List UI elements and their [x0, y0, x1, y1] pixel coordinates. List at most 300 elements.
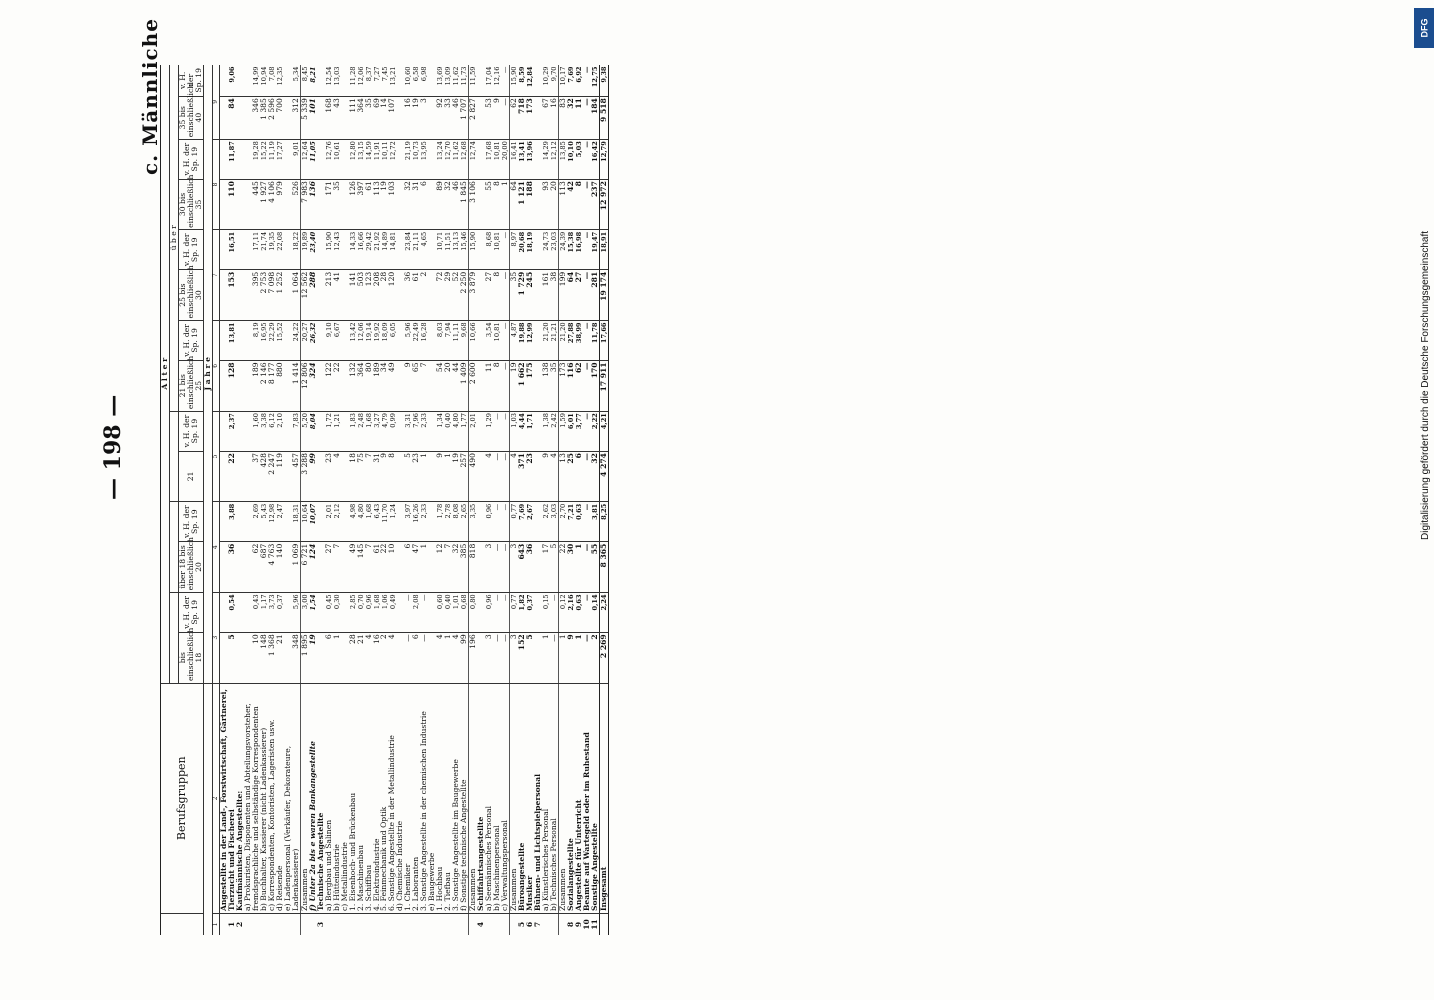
count-cell: 35 — [333, 179, 341, 230]
percent-cell: 2,01 — [469, 411, 477, 451]
percent-cell: 20,00 — [501, 139, 509, 179]
count-cell: 110 — [220, 179, 236, 230]
row-number: 11 — [589, 919, 599, 930]
percent-cell: 27,88 — [567, 320, 575, 360]
count-cell: 44 — [452, 360, 460, 411]
percent-cell: 0,96 — [485, 592, 493, 632]
count-cell: 11 — [485, 360, 493, 411]
table-row — [396, 65, 404, 935]
percent-cell: 12,35 — [276, 65, 284, 96]
row-number — [325, 914, 333, 936]
row-number — [452, 914, 460, 936]
count-cell: — — [501, 632, 509, 683]
percent-cell: 1,06 — [380, 592, 388, 632]
row-label: a) Bergbau und Salinen — [325, 683, 333, 913]
percent-cell: 19,92 — [373, 320, 381, 360]
count-cell: 4 — [509, 451, 517, 502]
count-cell: 120 — [388, 270, 396, 321]
count-cell: 1 662 — [518, 360, 526, 411]
row-label: Angestellte für Unterricht — [575, 683, 583, 913]
percent-cell: — — [493, 502, 501, 542]
percent-cell: 14,33 — [349, 230, 357, 270]
percent-cell: 8,19 — [244, 320, 260, 360]
count-cell: 119 — [276, 451, 284, 502]
count-cell: 173 — [526, 96, 534, 139]
percent-cell: 0,77 — [509, 502, 517, 542]
row-number — [268, 914, 276, 936]
percent-cell: 19,89 — [300, 230, 308, 270]
count-cell: 35 — [365, 96, 373, 139]
percent-cell — [341, 592, 349, 632]
count-cell: 113 — [373, 179, 381, 230]
percent-cell — [428, 139, 436, 179]
table-body — [220, 65, 609, 935]
row-number — [493, 914, 501, 936]
count-cell: 718 — [518, 96, 526, 139]
percent-cell: 24,22 — [284, 320, 300, 360]
count-cell: — — [583, 270, 591, 321]
percent-cell: 10,10 — [567, 139, 575, 179]
count-cell: 17 — [542, 542, 550, 593]
count-cell: 23 — [412, 451, 420, 502]
table-row — [436, 65, 444, 935]
row-label: Zusammen — [469, 683, 477, 913]
page-number: — 198 — — [100, 394, 126, 500]
row-label: 3. Sonstige Angestellte in der chemischen Industrie — [420, 683, 428, 913]
percent-cell: 16,28 — [420, 320, 428, 360]
count-cell: 145 — [357, 542, 365, 593]
count-cell: 62 — [509, 96, 517, 139]
percent-cell: 15,90 — [469, 230, 477, 270]
count-cell: 16 — [404, 96, 412, 139]
percent-cell — [317, 320, 325, 360]
percent-cell: 13,24 — [436, 139, 444, 179]
count-cell: 141 — [349, 270, 357, 321]
count-cell: 122 — [325, 360, 333, 411]
count-cell: 107 — [388, 96, 396, 139]
count-cell: 14 — [380, 96, 388, 139]
table-row — [542, 65, 550, 935]
row-number — [341, 914, 349, 936]
table-row — [469, 65, 477, 935]
percent-cell: 5,34 — [284, 65, 300, 96]
percent-cell: 4,21 — [599, 411, 608, 451]
percent-cell: 11,62 — [452, 65, 460, 96]
count-cell: 385 — [460, 542, 468, 593]
percent-cell: 12,79 — [599, 139, 608, 179]
row-label: 1. Eisenhoch- und Brückenbau — [349, 683, 357, 913]
count-cell: 237 — [591, 179, 599, 230]
row-number: 3 — [315, 921, 325, 928]
count-cell: 1 — [575, 542, 583, 593]
row-number: 1 — [227, 921, 237, 928]
table-row — [325, 65, 333, 935]
percent-cell: 3,35 — [469, 502, 477, 542]
count-cell: 18 — [349, 451, 357, 502]
percent-cell: — — [501, 65, 509, 96]
percent-cell: 0,63 — [575, 502, 583, 542]
count-cell: 9 — [404, 360, 412, 411]
count-cell: 67 — [542, 96, 550, 139]
percent-cell — [341, 502, 349, 542]
section-title: c. Männliche — [138, 18, 162, 175]
percent-cell — [341, 320, 349, 360]
percent-cell: 10,60 — [404, 65, 412, 96]
percent-cell: 7,94 — [444, 320, 452, 360]
table-row — [220, 65, 236, 935]
digitization-credit: Digitalisierung gefördert durch die Deutsche Forschungsgemeinschaft — [1420, 230, 1431, 540]
percent-cell — [396, 230, 404, 270]
row-number: 2 — [235, 921, 245, 928]
count-cell: 19 — [380, 179, 388, 230]
percent-cell: — — [493, 592, 501, 632]
count-cell: 213 — [325, 270, 333, 321]
percent-cell: 8,04 — [309, 411, 317, 451]
count-cell: 6 — [404, 542, 412, 593]
percent-cell: 3,73 — [268, 592, 276, 632]
percent-cell: 29,42 — [365, 230, 373, 270]
count-cell: 1 — [444, 451, 452, 502]
count-cell: 23 — [526, 451, 534, 502]
percent-cell: 38,99 — [575, 320, 583, 360]
count-cell: 175 — [526, 360, 534, 411]
percent-cell: 14,59 — [365, 139, 373, 179]
count-cell: 188 — [526, 179, 534, 230]
percent-cell: 2,85 — [349, 592, 357, 632]
row-label: 2. Tiefbau — [444, 683, 452, 913]
header-age-group: 35 bis einschließlich 40 — [177, 83, 203, 138]
count-cell: 61 — [373, 542, 381, 593]
count-cell: 84 — [220, 96, 236, 139]
count-cell: 27 — [325, 542, 333, 593]
percent-cell: — — [583, 502, 591, 542]
row-number — [428, 914, 436, 936]
count-cell: 6 721 — [300, 542, 308, 593]
row-label: f) Unter 2a bis e waren Bankangestellte — [309, 683, 317, 913]
header-empty-young — [169, 592, 178, 683]
percent-cell: 7,83 — [284, 411, 300, 451]
percent-cell: — — [493, 411, 501, 451]
percent-cell: 8,45 — [300, 65, 308, 96]
percent-cell: 26,32 — [309, 320, 317, 360]
percent-cell: 13,03 — [333, 65, 341, 96]
count-cell: 4 — [550, 451, 558, 502]
percent-cell: 11,11 — [452, 320, 460, 360]
row-label: Sonstige Angestellte — [591, 683, 599, 913]
count-cell: 4 — [365, 632, 373, 683]
table-row — [493, 65, 501, 935]
percent-cell — [396, 320, 404, 360]
count-cell: 364 — [357, 360, 365, 411]
count-cell: — — [501, 96, 509, 139]
header-age-group: 21 bis einschließlich 25 — [177, 355, 203, 410]
percent-cell: 3,38 — [260, 411, 268, 451]
row-label: a) Prokuristen, Disponenten und Abteilungsvorsteher, fremdsprachliche und selbständige Korrespondenten — [244, 683, 260, 913]
count-cell: 3 — [485, 632, 493, 683]
percent-cell: 1,38 — [542, 411, 550, 451]
count-cell: 445 — [244, 179, 260, 230]
row-label: Zusammen — [509, 683, 517, 913]
percent-cell: 1,68 — [365, 411, 373, 451]
count-cell: 428 — [260, 451, 268, 502]
table-row — [284, 65, 300, 935]
count-cell: 64 — [567, 270, 575, 321]
percent-cell: 7,45 — [380, 65, 388, 96]
count-cell: 1 252 — [276, 270, 284, 321]
percent-cell — [341, 230, 349, 270]
percent-cell: 18,09 — [380, 320, 388, 360]
percent-cell — [341, 139, 349, 179]
row-label: 5. Feinmechanik und Optik — [380, 683, 388, 913]
count-cell: 1 414 — [284, 360, 300, 411]
percent-cell: 21,74 — [260, 230, 268, 270]
percent-cell — [341, 65, 349, 96]
count-cell: 208 — [373, 270, 381, 321]
count-cell: 1 895 — [300, 632, 308, 683]
table-row — [309, 65, 317, 935]
count-cell: 7 — [333, 542, 341, 593]
count-cell: 43 — [333, 96, 341, 139]
percent-cell: 0,68 — [460, 592, 468, 632]
row-label: d) Reisende — [276, 683, 284, 913]
percent-cell: 2,12 — [333, 502, 341, 542]
count-cell: 1 385 — [260, 96, 268, 139]
percent-cell: 3,88 — [220, 502, 236, 542]
header-empty-21 — [169, 411, 178, 502]
count-cell: 10 — [388, 542, 396, 593]
count-cell: 5 — [550, 542, 558, 593]
row-label: Zusammen — [558, 683, 566, 913]
count-cell: 32 — [452, 542, 460, 593]
table-row — [501, 65, 509, 935]
row-number — [333, 914, 341, 936]
count-cell: 22 — [380, 542, 388, 593]
row-number: 8 — [565, 921, 575, 928]
percent-cell: 12,84 — [526, 65, 534, 96]
count-cell — [477, 451, 485, 502]
count-cell: 818 — [469, 542, 477, 593]
count-cell: 22 — [220, 451, 236, 502]
percent-cell — [236, 65, 244, 96]
percent-cell: 12,72 — [388, 139, 396, 179]
count-cell: 25 — [567, 451, 575, 502]
count-cell: 101 — [309, 96, 317, 139]
count-cell: 126 — [349, 179, 357, 230]
percent-cell: 13,09 — [444, 65, 452, 96]
percent-cell: 13,41 — [518, 139, 526, 179]
count-cell: 36 — [526, 542, 534, 593]
row-label: 6. Sonstige Angestellte in der Metallindustrie — [388, 683, 396, 913]
percent-cell: 13,15 — [357, 139, 365, 179]
count-cell: 8 — [575, 179, 583, 230]
percent-cell: 8,25 — [599, 502, 608, 542]
count-cell: — — [501, 451, 509, 502]
row-number — [404, 914, 412, 936]
percent-cell — [236, 320, 244, 360]
count-cell: 27 — [575, 270, 583, 321]
percent-cell: 8,97 — [509, 230, 517, 270]
count-cell: 28 — [349, 632, 357, 683]
percent-cell — [477, 139, 485, 179]
count-cell: 2 146 — [260, 360, 268, 411]
count-cell: 35 — [550, 360, 558, 411]
header-age-group: 21 — [178, 451, 203, 502]
percent-cell: 13,42 — [349, 320, 357, 360]
percent-cell: — — [420, 592, 428, 632]
row-label: Angestellte in der Land-, Forstwirtschaft, Gärtnerei, Tierzucht und Fischerei — [220, 683, 236, 913]
count-cell: 61 — [412, 270, 420, 321]
row-number — [300, 914, 308, 936]
count-cell: 4 106 — [268, 179, 276, 230]
percent-cell — [534, 230, 542, 270]
percent-cell: 7,08 — [268, 65, 276, 96]
header-pct: v. H. der Sp. 19 — [178, 592, 203, 632]
percent-cell — [428, 230, 436, 270]
percent-cell: 23,84 — [404, 230, 412, 270]
count-cell — [236, 360, 244, 411]
percent-cell: 1,59 — [558, 411, 566, 451]
count-cell: 16 — [373, 632, 381, 683]
count-cell: 116 — [567, 360, 575, 411]
row-label: b) Maschinenpersonal — [493, 683, 501, 913]
percent-cell: 10,66 — [469, 320, 477, 360]
percent-cell: 6,12 — [268, 411, 276, 451]
count-cell: 72 — [436, 270, 444, 321]
percent-cell: 22,29 — [268, 320, 276, 360]
percent-cell: 13,21 — [388, 65, 396, 96]
count-cell: 54 — [436, 360, 444, 411]
percent-cell: 11,28 — [349, 65, 357, 96]
percent-cell: 0,96 — [365, 592, 373, 632]
percent-cell: 1,54 — [309, 592, 317, 632]
table-row — [591, 65, 599, 935]
percent-cell: 0,40 — [444, 411, 452, 451]
percent-cell — [428, 502, 436, 542]
percent-cell: 0,14 — [591, 592, 599, 632]
percent-cell: — — [583, 139, 591, 179]
percent-cell — [396, 592, 404, 632]
count-cell: 12 562 — [300, 270, 308, 321]
percent-cell: 4,98 — [349, 502, 357, 542]
count-cell: 31 — [412, 179, 420, 230]
count-cell: 19 — [452, 451, 460, 502]
percent-cell: 2,33 — [420, 411, 428, 451]
percent-cell: 11,59 — [469, 65, 477, 96]
percent-cell — [317, 230, 325, 270]
percent-cell: 0,60 — [436, 592, 444, 632]
count-cell: 184 — [591, 96, 599, 139]
count-cell: 99 — [309, 451, 317, 502]
percent-cell: 17,04 — [485, 65, 493, 96]
percent-cell: 10,61 — [333, 139, 341, 179]
percent-cell: 6,43 — [373, 502, 381, 542]
table-row — [477, 65, 485, 935]
row-label: e) Ladenpersonal (Verkäufer, Dekorateure, Ladenkassierer) — [284, 683, 300, 913]
percent-cell: 8,08 — [452, 502, 460, 542]
table-row — [388, 65, 396, 935]
count-cell: 8 — [493, 270, 501, 321]
percent-cell: 11,05 — [309, 139, 317, 179]
count-cell: 46 — [452, 96, 460, 139]
count-cell: 3 288 — [300, 451, 308, 502]
percent-cell: 2,65 — [460, 502, 468, 542]
count-cell: — — [404, 632, 412, 683]
count-cell: 5 339 — [300, 96, 308, 139]
count-cell: 22 — [333, 360, 341, 411]
count-cell: — — [501, 360, 509, 411]
count-cell: 2 247 — [268, 451, 276, 502]
count-cell: 30 — [567, 542, 575, 593]
percent-cell: 12,74 — [469, 139, 477, 179]
count-cell: 173 — [558, 360, 566, 411]
header-berufsgruppen: Berufsgruppen — [161, 683, 204, 913]
percent-cell — [396, 411, 404, 451]
percent-cell — [428, 592, 436, 632]
count-cell: 148 — [260, 632, 268, 683]
row-label: f) Sonstige technische Angestellte — [460, 683, 468, 913]
percent-cell: 15,90 — [509, 65, 517, 96]
header-alter: A l t e r — [161, 65, 170, 683]
percent-cell: 12,70 — [444, 139, 452, 179]
percent-cell: 8,21 — [309, 65, 317, 96]
count-cell — [534, 451, 542, 502]
row-label: Technische Angestellte — [317, 683, 325, 913]
header-age-group: 30 bis einschließlich 35 — [177, 174, 203, 228]
percent-cell — [396, 139, 404, 179]
percent-cell: 11,73 — [460, 65, 468, 96]
row-number — [244, 914, 260, 936]
count-cell: 49 — [349, 542, 357, 593]
count-cell: — — [501, 542, 509, 593]
percent-cell: 12,43 — [333, 230, 341, 270]
percent-cell: 2,42 — [550, 411, 558, 451]
count-cell: 61 — [365, 179, 373, 230]
count-cell: 38 — [550, 270, 558, 321]
count-cell: — — [493, 451, 501, 502]
percent-cell: 10,73 — [412, 139, 420, 179]
percent-cell: 12,68 — [460, 139, 468, 179]
count-cell: 7 — [444, 542, 452, 593]
percent-cell: 12,16 — [493, 65, 501, 96]
count-cell: 22 — [558, 542, 566, 593]
statistics-table-container — [160, 65, 1330, 935]
percent-cell — [534, 139, 542, 179]
percent-cell: 2,01 — [325, 502, 333, 542]
percent-cell — [477, 592, 485, 632]
percent-cell: 0,45 — [325, 592, 333, 632]
percent-cell: 8,68 — [485, 230, 493, 270]
percent-cell — [534, 411, 542, 451]
row-label: c) Verwaltungspersonal — [501, 683, 509, 913]
count-cell: 395 — [244, 270, 260, 321]
count-cell: 52 — [452, 270, 460, 321]
percent-cell: — — [501, 502, 509, 542]
percent-cell: 2,48 — [357, 411, 365, 451]
table-row — [404, 65, 412, 935]
percent-cell: 11,51 — [444, 230, 452, 270]
count-cell: 32 — [591, 451, 599, 502]
percent-cell: 16,51 — [220, 230, 236, 270]
header-colnum: 8 — [212, 139, 219, 230]
count-cell: 5 — [220, 632, 236, 683]
percent-cell: 14,81 — [388, 230, 396, 270]
percent-cell: 9,10 — [325, 320, 333, 360]
row-number — [388, 914, 396, 936]
row-number — [357, 914, 365, 936]
count-cell: 7 — [365, 451, 373, 502]
percent-cell — [428, 320, 436, 360]
row-number — [365, 914, 373, 936]
